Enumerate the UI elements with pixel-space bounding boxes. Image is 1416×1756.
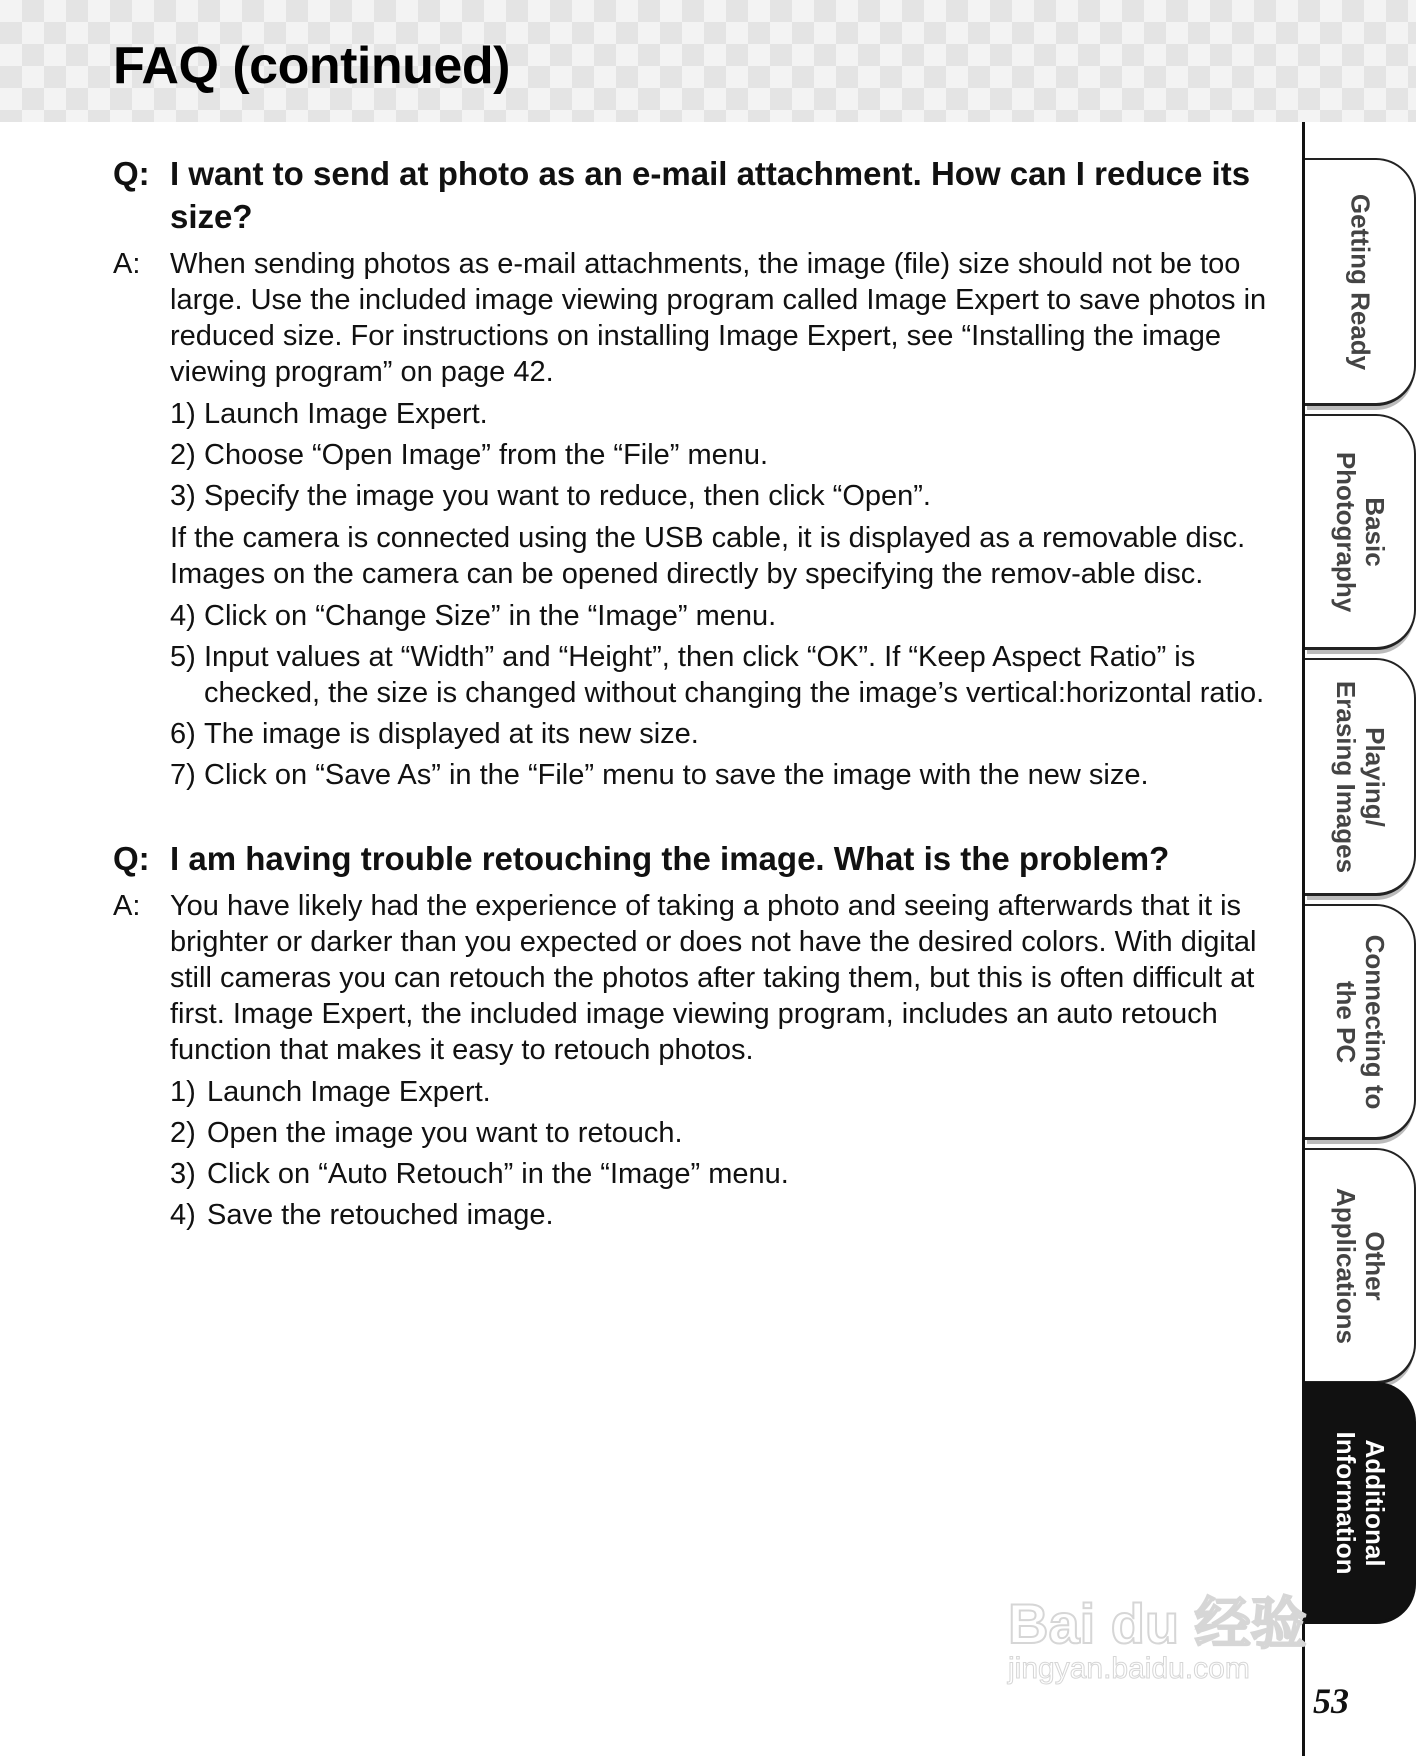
step-text: Specify the image you want to reduce, then click “Open”. [204,480,931,512]
step-number: 5) [170,641,196,673]
step-list [170,598,1283,793]
answer-tag: A: [113,890,141,922]
list-item [170,598,1283,634]
answer-text: You have likely had the experience of taking a photo and seeing afterwards that it is brighter or darker than you expected or does not have the desired colors. With digital still cameras you can retouch the photos after taking them, but this is often difficult at first. Image Expert, the included image viewing program, includes an auto retouch function that makes it easy to retouch photos. [170,890,1257,1066]
tab-label: Other Applications [1330,1187,1390,1344]
faq-answer [113,888,1283,1233]
step-number: 4) [170,1199,196,1231]
step-list [170,1074,1283,1233]
answer-tag: A: [113,248,141,280]
page-title: FAQ (continued) [113,37,510,95]
step-number: 3) [170,480,196,512]
step-text: Choose “Open Image” from the “File” menu. [204,439,769,471]
step-number: 2) [170,439,196,471]
answer-text: When sending photos as e-mail attachments, the image (file) size should not be too large. Use the included image viewing program called Image Expert to save photos in reduced size. For instructions on installing Image Expert, see “Installing the image viewing program” on page 42. [170,248,1267,388]
step-text: Input values at “Width” and “Height”, then click “OK”. If “Keep Aspect Ratio” is checked, the size is changed without changing the image’s vertical:horizontal ratio. [204,641,1265,709]
step-list [170,396,1283,514]
question-text: I am having trouble retouching the image. What is the problem? [170,840,1170,877]
faq-content [113,152,1283,1233]
faq-answer [113,246,1283,793]
list-item [170,639,1283,711]
step-number: 3) [170,1158,196,1190]
page-header [0,0,1416,122]
faq-question [113,837,1283,880]
step-text: Launch Image Expert. [204,398,488,430]
tab-playing-erasing-images[interactable] [1305,658,1416,896]
usb-note: If the camera is connected using the USB cable, it is displayed as a removable disc. Images on the camera can be opened directly by specifying the remov-able disc. [170,522,1246,590]
tab-connecting-to-the-pc[interactable] [1305,904,1416,1140]
step-number: 7) [170,759,196,791]
step-number: 2) [170,1117,196,1149]
question-tag: Q: [113,840,150,877]
step-number: 4) [170,600,196,632]
tab-label: Playing/ Erasing Images [1330,680,1390,873]
list-item [170,1197,1283,1233]
step-text: Launch Image Expert. [207,1076,491,1108]
step-number: 1) [170,1076,196,1108]
step-text: Save the retouched image. [207,1199,554,1231]
faq-question [113,152,1283,238]
list-item [170,396,1283,432]
tab-label: Additional Information [1330,1431,1390,1574]
question-tag: Q: [113,155,150,192]
question-text: I want to send at photo as an e-mail attachment. How can I reduce its size? [170,155,1251,235]
step-text: Open the image you want to retouch. [207,1117,683,1149]
tab-other-applications[interactable] [1305,1148,1416,1384]
tab-basic-photography[interactable] [1305,414,1416,650]
tab-label: Connecting to the PC [1330,934,1390,1109]
step-number: 1) [170,398,196,430]
watermark-logo-text: Bai du 经验 [1008,1592,1307,1655]
list-item [170,757,1283,793]
list-item [170,1115,1283,1151]
list-item [170,437,1283,473]
watermark-url: jingyan.baidu.com [1008,1652,1250,1685]
tab-getting-ready[interactable] [1305,158,1416,406]
tab-label: Basic Photography [1330,451,1390,612]
step-text: Click on “Save As” in the “File” menu to save the image with the new size. [204,759,1149,791]
list-item [170,716,1283,752]
step-number: 6) [170,718,196,750]
list-item [170,1156,1283,1192]
baidu-watermark [1000,1540,1330,1690]
page-number: 53 [1313,1681,1349,1721]
step-text: The image is displayed at its new size. [204,718,699,750]
tab-label: Getting Ready [1345,193,1375,370]
list-item [170,478,1283,514]
step-text: Click on “Change Size” in the “Image” menu. [204,600,777,632]
step-text: Click on “Auto Retouch” in the “Image” menu. [207,1158,789,1190]
list-item [170,1074,1283,1110]
